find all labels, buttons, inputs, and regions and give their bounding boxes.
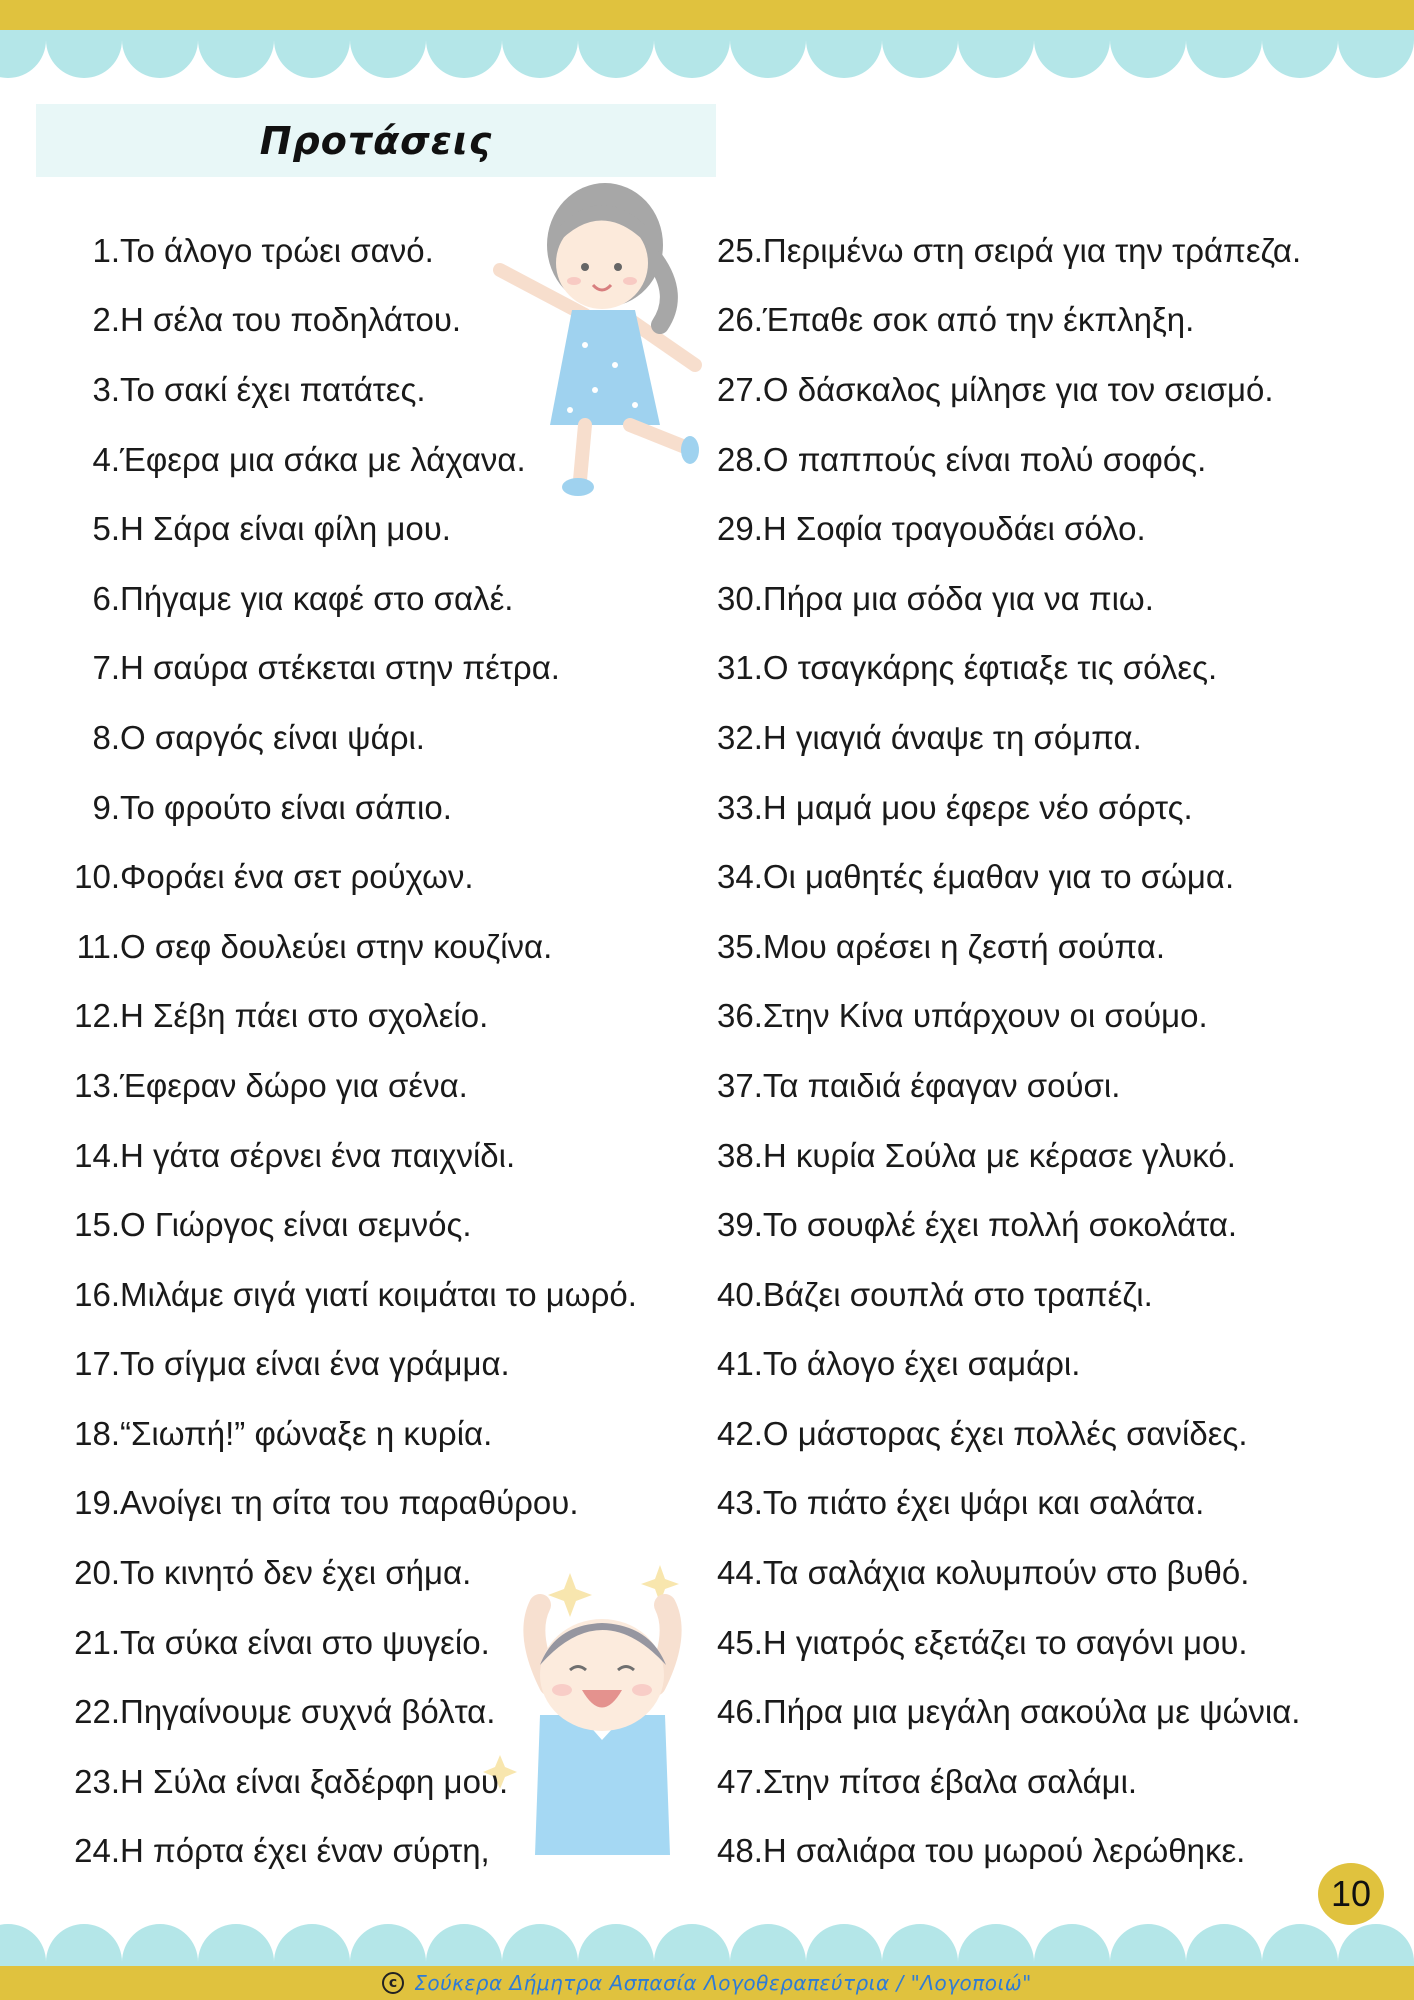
sentence-text: Το σακί έχει πατάτες. [120, 370, 426, 408]
sentence-text: Η Σοφία τραγουδάει σόλο. [762, 510, 1146, 548]
sentence-item [717, 1260, 1357, 1330]
sentence-text: Η γιαγιά άναψε τη σόμπα. [762, 718, 1142, 756]
sentence-text: Η σαλιάρα του μωρού λερώθηκε. [762, 1832, 1246, 1870]
sentence-number: 23. [74, 1762, 120, 1800]
sentence-item [66, 425, 706, 495]
sentence-text: Η γάτα σέρνει ένα παιχνίδι. [120, 1136, 516, 1174]
sentence-item [66, 286, 706, 356]
sentence-number: 27. [717, 370, 763, 408]
sentence-item [66, 912, 706, 982]
sentence-item [717, 564, 1357, 634]
sentence-item [66, 355, 706, 425]
footer-credit [0, 1966, 1414, 2000]
sentence-number: 13. [74, 1066, 120, 1104]
sentence-text: Περιμένω στη σειρά για την τράπεζα. [762, 231, 1302, 269]
sentence-text: Ο τσαγκάρης έφτιαξε τις σόλες. [762, 649, 1218, 687]
sentence-number: 42. [717, 1414, 763, 1452]
sentence-text: “Σιωπή!” φώναξε η κυρία. [120, 1414, 493, 1452]
sentence-text: Στην πίτσα έβαλα σαλάμι. [762, 1762, 1138, 1800]
sentence-text: Η σαύρα στέκεται στην πέτρα. [120, 649, 560, 687]
sentence-text: Ανοίγει τη σίτα του παραθύρου. [120, 1484, 579, 1522]
sentence-text: Ο Γιώργος είναι σεμνός. [120, 1206, 472, 1244]
sentence-number: 43. [717, 1484, 763, 1522]
sentence-text: Τα σαλάχια κολυμπούν στο βυθό. [762, 1554, 1250, 1592]
sentence-number: 29. [717, 510, 763, 548]
sentence-item [66, 1260, 706, 1330]
sentence-number: 45. [717, 1623, 763, 1661]
sentence-item [717, 1399, 1357, 1469]
sentence-text: Το φρούτο είναι σάπιο. [120, 788, 452, 826]
sentence-number: 39. [717, 1206, 763, 1244]
sentence-item [66, 773, 706, 843]
page-number: 10 [1330, 1873, 1372, 1914]
sentence-number: 47. [717, 1762, 763, 1800]
sentence-number: 38. [717, 1136, 763, 1174]
sentence-item [66, 1608, 706, 1678]
sentence-item [717, 842, 1357, 912]
sentence-item [66, 1538, 706, 1608]
sentence-item [717, 1190, 1357, 1260]
sentence-number: 41. [717, 1345, 763, 1383]
sentence-text: Η μαμά μου έφερε νέο σόρτς. [762, 788, 1193, 826]
sentence-text: Ο σαργός είναι ψάρι. [120, 718, 425, 756]
sentence-text: Ο μάστορας έχει πολλές σανίδες. [762, 1414, 1248, 1452]
sentence-item [66, 216, 706, 286]
sentence-item [717, 1469, 1357, 1539]
sentence-number: 33. [717, 788, 763, 826]
sentence-item [66, 1747, 706, 1817]
sentence-item [717, 1330, 1357, 1400]
sentence-number: 1. [92, 231, 120, 269]
sentence-text: Ο δάσκαλος μίλησε για τον σεισμό. [762, 370, 1274, 408]
sentence-text: Η σέλα του ποδηλάτου. [120, 301, 462, 339]
sentence-text: Τα σύκα είναι στο ψυγείο. [120, 1623, 490, 1661]
sentence-text: Η κυρία Σούλα με κέρασε γλυκό. [762, 1136, 1236, 1174]
sentence-number: 7. [92, 649, 120, 687]
sentence-item [717, 912, 1357, 982]
sentence-item [66, 1677, 706, 1747]
sentence-number: 37. [717, 1066, 763, 1104]
page-title: Προτάσεις [259, 118, 493, 163]
top-scallop-border [0, 30, 1414, 78]
sentence-number: 12. [74, 997, 120, 1035]
sentence-item [66, 1051, 706, 1121]
sentence-text: Μου αρέσει η ζεστή σούπα. [762, 927, 1166, 965]
sentence-item [717, 355, 1357, 425]
sentence-number: 16. [74, 1275, 120, 1313]
sentence-text: Τα παιδιά έφαγαν σούσι. [762, 1066, 1121, 1104]
bottom-scallop-border [0, 1922, 1414, 1970]
sentence-item [717, 216, 1357, 286]
sentence-item [717, 703, 1357, 773]
sentence-number: 3. [92, 370, 120, 408]
sentence-number: 35. [717, 927, 763, 965]
sentence-number: 34. [717, 858, 763, 896]
sentence-text: Πηγαίνουμε συχνά βόλτα. [120, 1693, 496, 1731]
sentence-number: 44. [717, 1554, 763, 1592]
sentence-number: 5. [92, 510, 120, 548]
sentence-text: Ο παππούς είναι πολύ σοφός. [762, 440, 1207, 478]
sentence-number: 25. [717, 231, 763, 269]
sentence-text: Το σίγμα είναι ένα γράμμα. [120, 1345, 510, 1383]
sentence-item [717, 634, 1357, 704]
sentence-text: Πήρα μια σόδα για να πιω. [762, 579, 1154, 617]
sentence-text: Το άλογο τρώει σανό. [120, 231, 434, 269]
title-box [36, 104, 716, 177]
sentence-number: 6. [92, 579, 120, 617]
sentence-number: 48. [717, 1832, 763, 1870]
sentence-number: 14. [74, 1136, 120, 1174]
sentence-item [717, 773, 1357, 843]
sentence-list-right [717, 216, 1357, 1886]
sentence-number: 18. [74, 1414, 120, 1452]
sentence-number: 21. [74, 1623, 120, 1661]
sentence-number: 9. [92, 788, 120, 826]
sentence-number: 4. [92, 440, 120, 478]
sentence-number: 20. [74, 1554, 120, 1592]
sentence-text: Πήρα μια μεγάλη σακούλα με ψώνια. [762, 1693, 1301, 1731]
sentence-item [717, 1747, 1357, 1817]
sentence-item [66, 634, 706, 704]
sentence-number: 24. [74, 1832, 120, 1870]
sentence-text: Η Σέβη πάει στο σχολείο. [120, 997, 489, 1035]
sentence-text: Οι μαθητές έμαθαν για το σώμα. [762, 858, 1235, 896]
sentence-number: 28. [717, 440, 763, 478]
sentence-item [717, 1051, 1357, 1121]
sentence-item [717, 494, 1357, 564]
sentence-number: 10. [74, 858, 120, 896]
sentence-text: Μιλάμε σιγά γιατί κοιμάται το μωρό. [120, 1275, 637, 1313]
sentence-item [66, 1330, 706, 1400]
sentence-item [717, 1121, 1357, 1191]
sentence-number: 11. [76, 927, 120, 965]
sentence-number: 17. [74, 1345, 120, 1383]
sentence-text: Στην Κίνα υπάρχουν οι σούμο. [762, 997, 1208, 1035]
sentence-item [66, 842, 706, 912]
sentence-number: 15. [74, 1206, 120, 1244]
sentence-item [66, 982, 706, 1052]
copyright-icon: c [382, 1972, 404, 1994]
sentence-item [66, 564, 706, 634]
sentence-text: Η πόρτα έχει έναν σύρτη, [120, 1832, 490, 1870]
sentence-item [717, 982, 1357, 1052]
sentence-text: Το πιάτο έχει ψάρι και σαλάτα. [762, 1484, 1205, 1522]
footer-credit-text: Σούκερα Δήμητρα Ασπασία Λογοθεραπεύτρια / "Λογοποιώ" [414, 1971, 1032, 1995]
sentence-number: 22. [74, 1693, 120, 1731]
sentence-text: Έπαθε σοκ από την έκπληξη. [762, 301, 1195, 339]
sentence-text: Το σουφλέ έχει πολλή σοκολάτα. [762, 1206, 1238, 1244]
sentence-item [66, 1190, 706, 1260]
sentence-item [66, 1469, 706, 1539]
sentence-item [66, 1817, 706, 1887]
sentence-text: Το κινητό δεν έχει σήμα. [120, 1554, 472, 1592]
sentence-item [66, 703, 706, 773]
sentence-text: Ο σεφ δουλεύει στην κουζίνα. [120, 927, 553, 965]
page-number-badge [1318, 1863, 1384, 1925]
sentence-item [66, 1399, 706, 1469]
sentence-item [717, 1608, 1357, 1678]
sentence-number: 32. [717, 718, 763, 756]
sentence-list-left [66, 216, 706, 1886]
sentence-text: Έφερα μια σάκα με λάχανα. [120, 440, 526, 478]
sentence-item [717, 286, 1357, 356]
sentence-item [717, 1817, 1357, 1887]
sentence-text: Το άλογο έχει σαμάρι. [762, 1345, 1081, 1383]
sentence-item [717, 1538, 1357, 1608]
sentence-number: 46. [717, 1693, 763, 1731]
sentence-item [717, 1677, 1357, 1747]
sentence-item [717, 425, 1357, 495]
sentence-item [66, 494, 706, 564]
sentence-number: 31. [717, 649, 763, 687]
sentence-number: 26. [717, 301, 763, 339]
sentence-text: Η Σάρα είναι φίλη μου. [120, 510, 451, 548]
sentence-item [66, 1121, 706, 1191]
sentence-number: 40. [717, 1275, 763, 1313]
sentence-number: 19. [74, 1484, 120, 1522]
sentence-text: Πήγαμε για καφέ στο σαλέ. [120, 579, 514, 617]
sentence-text: Έφεραν δώρο για σένα. [120, 1066, 468, 1104]
sentence-text: Φοράει ένα σετ ρούχων. [120, 858, 474, 896]
sentence-number: 30. [717, 579, 763, 617]
sentence-text: Η Σύλα είναι ξαδέρφη μου. [120, 1762, 509, 1800]
sentence-number: 36. [717, 997, 763, 1035]
sentence-number: 2. [92, 301, 120, 339]
sentence-number: 8. [92, 718, 120, 756]
sentence-text: Βάζει σουπλά στο τραπέζι. [762, 1275, 1153, 1313]
sentence-text: Η γιατρός εξετάζει το σαγόνι μου. [762, 1623, 1248, 1661]
